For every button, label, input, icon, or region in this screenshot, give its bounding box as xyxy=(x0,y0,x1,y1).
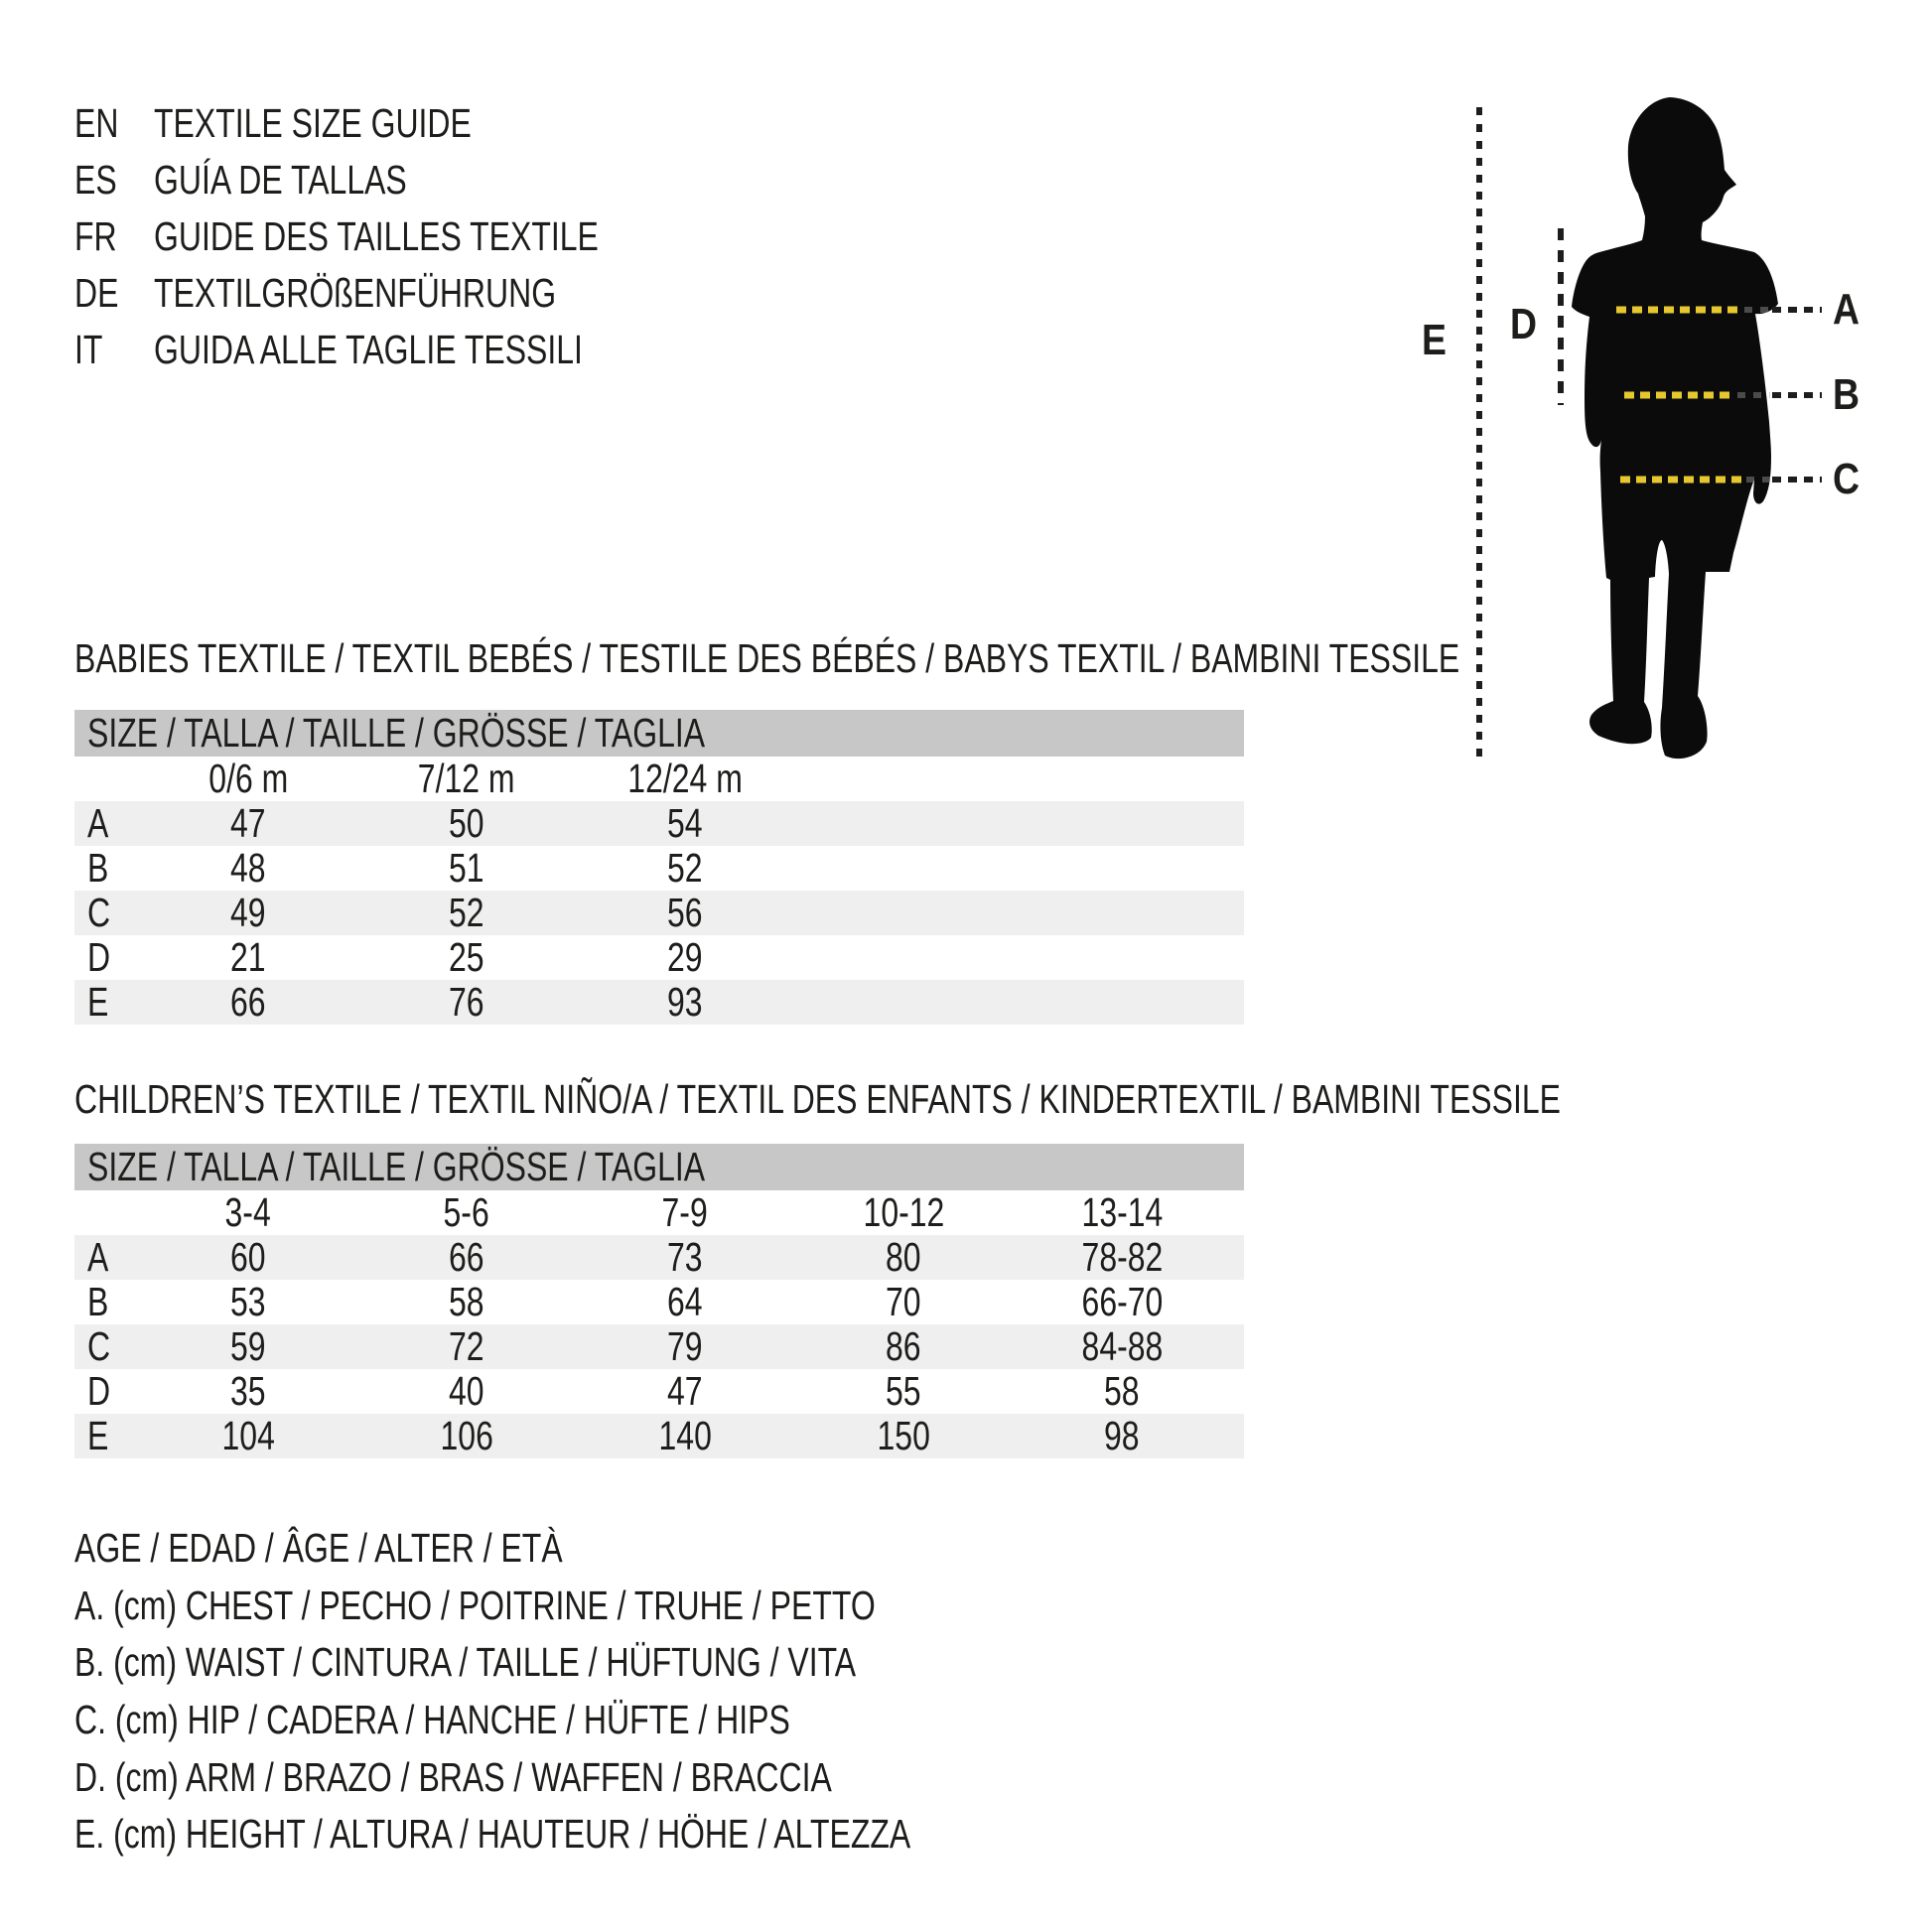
legend-line-age: AGE / EDAD / ÂGE / ALTER / ETÀ xyxy=(74,1525,563,1572)
cell: 73 xyxy=(667,1234,703,1280)
language-row-en xyxy=(74,95,724,152)
language-row-de xyxy=(74,265,724,322)
table-row xyxy=(74,1280,1244,1324)
column-header: 10-12 xyxy=(863,1189,944,1235)
legend-line-waist: B. (cm) WAIST / CINTURA / TAILLE / HÜFTUNG / VITA xyxy=(74,1639,857,1686)
children-column-header-row xyxy=(74,1190,1244,1235)
cell: 59 xyxy=(230,1323,266,1369)
legend-line-hip: C. (cm) HIP / CADERA / HANCHE / HÜFTE / HIPS xyxy=(74,1697,790,1743)
cell: 29 xyxy=(667,934,703,980)
cell: 58 xyxy=(1104,1368,1140,1414)
language-code: FR xyxy=(74,213,117,259)
language-title: GUIDE DES TAILLES TEXTILE xyxy=(154,213,599,259)
language-title-list xyxy=(74,95,724,378)
cell: 86 xyxy=(886,1323,921,1369)
figure-label-e: E xyxy=(1422,316,1447,364)
cell: 54 xyxy=(667,800,703,846)
cell: 98 xyxy=(1104,1413,1140,1458)
column-header: 7/12 m xyxy=(418,756,515,801)
babies-column-header-row xyxy=(74,757,1244,801)
cell: 66 xyxy=(230,979,266,1025)
babies-table-header-bar: SIZE / TALLA / TAILLE / GRÖSSE / TAGLIA xyxy=(74,710,1244,757)
language-code: ES xyxy=(74,157,117,203)
table-row xyxy=(74,1369,1244,1414)
cell: 72 xyxy=(449,1323,484,1369)
row-label: D xyxy=(87,1368,111,1414)
table-row xyxy=(74,891,1244,935)
cell: 66 xyxy=(449,1234,484,1280)
cell: 76 xyxy=(449,979,484,1025)
cell: 70 xyxy=(886,1279,921,1324)
cell: 64 xyxy=(667,1279,703,1324)
table-row xyxy=(74,846,1244,891)
cell: 55 xyxy=(886,1368,921,1414)
cell: 35 xyxy=(230,1368,266,1414)
language-code: EN xyxy=(74,100,119,146)
cell: 66-70 xyxy=(1081,1279,1163,1324)
cell: 49 xyxy=(230,890,266,935)
cell: 47 xyxy=(230,800,266,846)
column-header: 0/6 m xyxy=(207,756,288,801)
cell: 106 xyxy=(440,1413,493,1458)
language-code: DE xyxy=(74,270,119,316)
column-header: 7-9 xyxy=(661,1189,709,1235)
cell: 84-88 xyxy=(1081,1323,1163,1369)
cell: 60 xyxy=(230,1234,266,1280)
language-row-es xyxy=(74,152,724,208)
cell: 48 xyxy=(230,845,266,891)
children-size-table xyxy=(74,1144,1244,1458)
column-header: 5-6 xyxy=(443,1189,490,1235)
cell: 51 xyxy=(449,845,484,891)
cell: 79 xyxy=(667,1323,703,1369)
cell: 52 xyxy=(449,890,484,935)
row-label: B xyxy=(87,1279,109,1324)
cell: 47 xyxy=(667,1368,703,1414)
table-row xyxy=(74,980,1244,1025)
cell: 78-82 xyxy=(1081,1234,1163,1280)
cell: 93 xyxy=(667,979,703,1025)
cell: 150 xyxy=(877,1413,930,1458)
cell: 58 xyxy=(449,1279,484,1324)
cell: 140 xyxy=(658,1413,712,1458)
row-label: C xyxy=(87,890,111,935)
row-label: D xyxy=(87,934,111,980)
row-label: E xyxy=(87,1413,109,1458)
figure-label-b: B xyxy=(1833,370,1861,419)
figure-label-d: D xyxy=(1510,300,1538,348)
column-header: 12/24 m xyxy=(627,756,743,801)
table-row xyxy=(74,1235,1244,1280)
row-label: E xyxy=(87,979,109,1025)
cell: 52 xyxy=(667,845,703,891)
row-label: A xyxy=(87,1234,109,1280)
cell: 40 xyxy=(449,1368,484,1414)
language-code: IT xyxy=(74,327,103,372)
cell: 21 xyxy=(230,934,266,980)
children-section-title: CHILDREN’S TEXTILE / TEXTIL NIÑO/A / TEXTIL DES ENFANTS / KINDERTEXTIL / BAMBINI TESSILE xyxy=(74,1076,1561,1122)
babies-size-table xyxy=(74,710,1244,1025)
legend-line-height: E. (cm) HEIGHT / ALTURA / HAUTEUR / HÖHE / ALTEZZA xyxy=(74,1811,911,1858)
language-title: GUÍA DE TALLAS xyxy=(154,157,407,203)
children-table-header-bar: SIZE / TALLA / TAILLE / GRÖSSE / TAGLIA xyxy=(74,1144,1244,1190)
figure-label-c: C xyxy=(1833,455,1861,503)
row-label: C xyxy=(87,1323,111,1369)
row-label: B xyxy=(87,845,109,891)
column-header: 13-14 xyxy=(1081,1189,1163,1235)
table-row xyxy=(74,1324,1244,1369)
row-label: A xyxy=(87,800,109,846)
cell: 80 xyxy=(886,1234,921,1280)
language-row-it xyxy=(74,322,724,378)
figure-label-a: A xyxy=(1833,285,1861,334)
cell: 50 xyxy=(449,800,484,846)
column-header: 3-4 xyxy=(224,1189,272,1235)
cell: 104 xyxy=(221,1413,275,1458)
cell: 25 xyxy=(449,934,484,980)
cell: 53 xyxy=(230,1279,266,1324)
language-row-fr xyxy=(74,208,724,265)
table-row xyxy=(74,1414,1244,1458)
table-row xyxy=(74,801,1244,846)
cell: 56 xyxy=(667,890,703,935)
language-title: TEXTILGRÖßENFÜHRUNG xyxy=(154,270,557,316)
table-row xyxy=(74,935,1244,980)
legend-line-chest: A. (cm) CHEST / PECHO / POITRINE / TRUHE / PETTO xyxy=(74,1582,876,1628)
babies-section-title: BABIES TEXTILE / TEXTIL BEBÉS / TESTILE DES BÉBÉS / BABYS TEXTIL / BAMBINI TESSILE xyxy=(74,635,1460,681)
language-title: GUIDA ALLE TAGLIE TESSILI xyxy=(154,327,583,372)
measurement-legend xyxy=(74,1520,1147,1863)
language-title: TEXTILE SIZE GUIDE xyxy=(154,100,472,146)
legend-line-arm: D. (cm) ARM / BRAZO / BRAS / WAFFEN / BRACCIA xyxy=(74,1753,832,1800)
